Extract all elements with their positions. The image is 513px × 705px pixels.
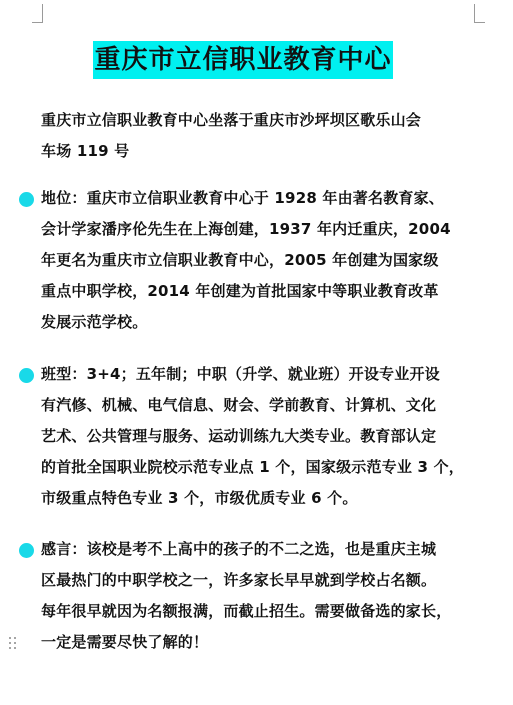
page-corner-mark-right [474, 4, 485, 23]
section-line: 会计学家潘序伦先生在上海创建，1937 年内迁重庆，2004 [41, 220, 451, 238]
section-line: 感言：该校是考不上高中的孩子的不二之选，也是重庆主城 [41, 540, 437, 558]
section-line: 年更名为重庆市立信职业教育中心，2005 年创建为国家级 [41, 251, 439, 269]
section-comments [41, 534, 481, 658]
section-line: 每年很早就因为名额报满，而截止招生。需要做备选的家长， [41, 602, 452, 620]
section-line: 区最热门的中职学校之一，许多家长早早就到学校占名额。 [41, 571, 437, 589]
cyan-circle-bullet-icon [19, 543, 34, 558]
section-line: 艺术、公共管理与服务、运动训练九大类专业。教育部认定 [41, 427, 437, 445]
section-status [41, 183, 481, 338]
section-line: 的首批全国职业院校示范专业点 1 个，国家级示范专业 3 个， [41, 458, 464, 476]
cyan-circle-bullet-icon [19, 368, 34, 383]
section-line: 地位：重庆市立信职业教育中心于 1928 年由著名教育家、 [41, 189, 444, 207]
section-classes [41, 359, 481, 514]
page-corner-mark-left [32, 4, 43, 23]
section-line: 发展示范学校。 [41, 313, 148, 331]
cyan-circle-bullet-icon [19, 192, 34, 207]
intro-line: 车场 119 号 [41, 142, 130, 160]
section-line: 重点中职学校，2014 年创建为首批国家中等职业教育改革 [41, 282, 439, 300]
section-line: 有汽修、机械、电气信息、财会、学前教育、计算机、文化 [41, 396, 437, 414]
intro-line: 重庆市立信职业教育中心坐落于重庆市沙坪坝区歌乐山会 [41, 111, 422, 129]
intro-paragraph [41, 105, 481, 167]
section-line: 班型：3+4；五年制；中职（升学、就业班）开设专业开设 [41, 365, 440, 383]
page-title: 重庆市立信职业教育中心 [93, 41, 393, 79]
section-line: 市级重点特色专业 3 个，市级优质专业 6 个。 [41, 489, 358, 507]
section-line: 一定是需要尽快了解的！ [41, 633, 209, 651]
drag-handle-icon[interactable] [9, 637, 17, 649]
